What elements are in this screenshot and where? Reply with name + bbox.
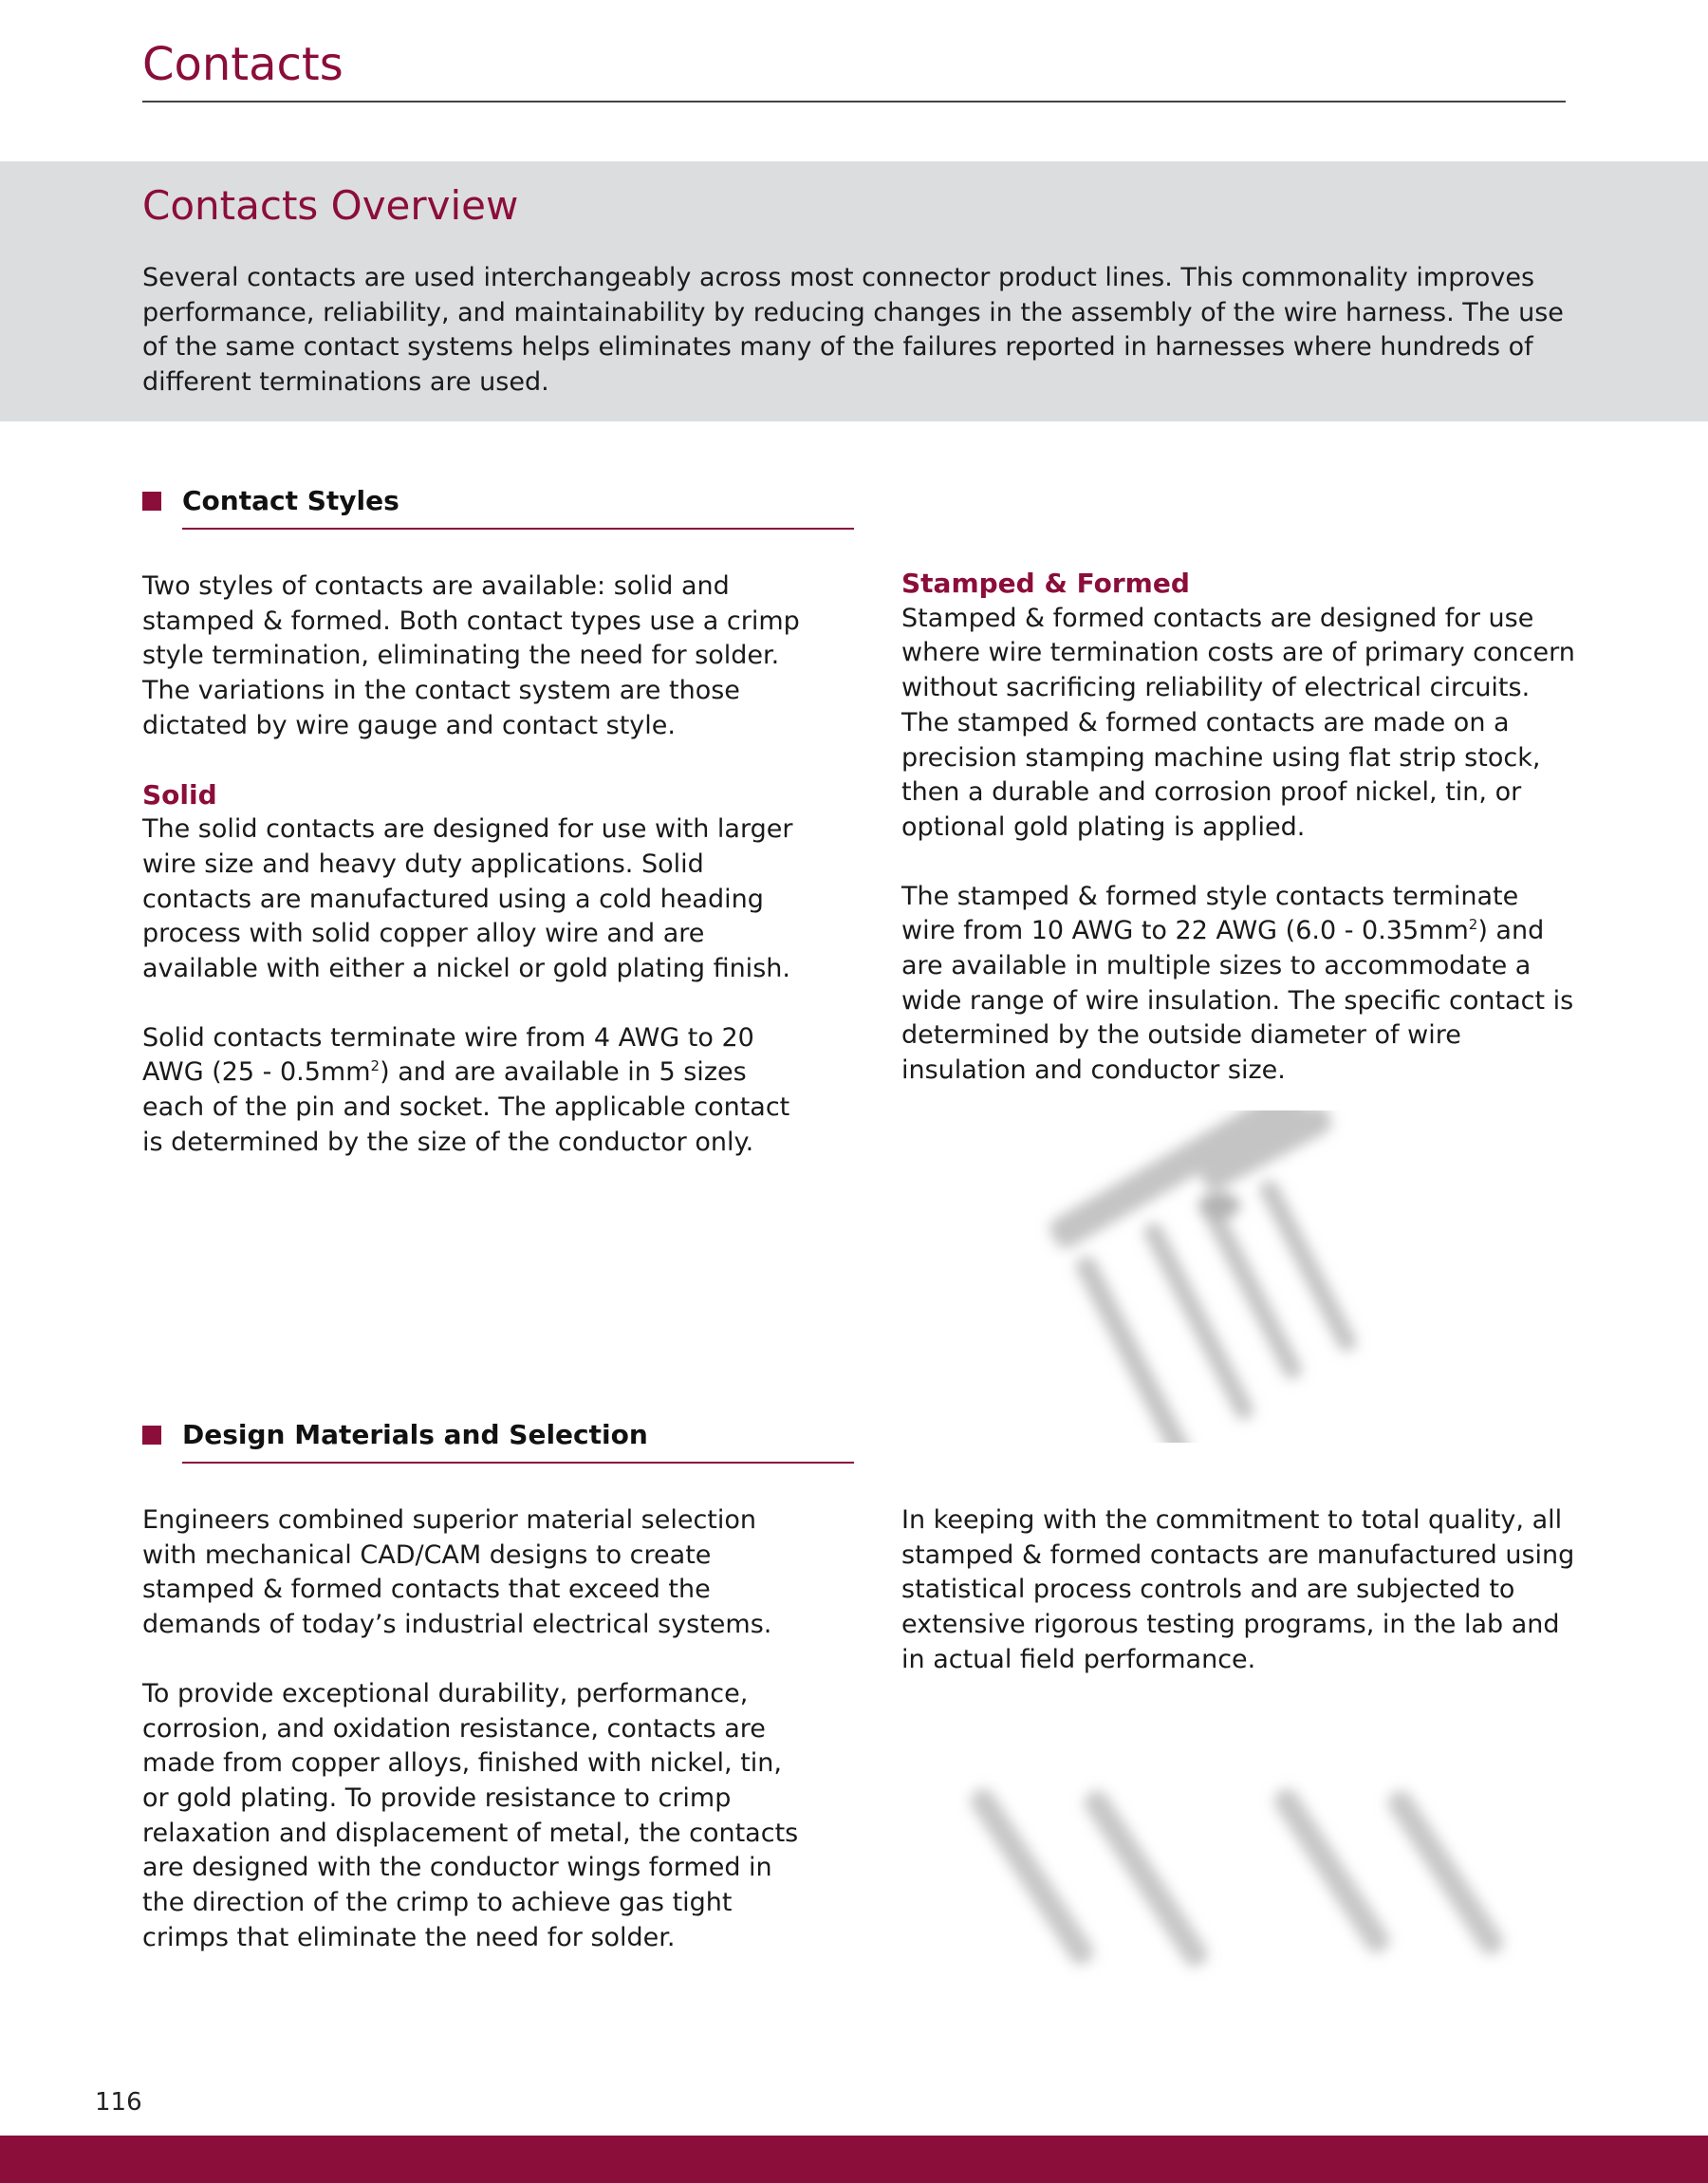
title-rule xyxy=(142,101,1566,103)
solid-p2-text-b: ) and are available in 5 sizes each of the pin and socket. The applicable contact is determined by the size of the conductor only. xyxy=(142,1057,790,1157)
stamped-contact-strip-image xyxy=(1025,1110,1442,1443)
contact-styles-intro: Two styles of contacts are available: solid and stamped & formed. Both contact types use a crimp style termination, eliminating the need for solder. The variations in the contact system are those dictated by wire gauge and contact style. xyxy=(142,571,800,740)
page-title: Contacts xyxy=(142,38,343,91)
solid-p2-sup: 2 xyxy=(370,1057,381,1075)
stamped-heading: Stamped & Formed xyxy=(901,568,1190,599)
page-number: 116 xyxy=(95,2088,142,2117)
design-paragraph-3: In keeping with the commitment to total quality, all stamped & formed contacts are manufactured using statistical process controls and are subjected to extensive rigorous testing programs, in the lab and in actual field performance. xyxy=(901,1505,1575,1674)
solid-p2-text-a: Solid contacts terminate wire from 4 AWG to 20 AWG (25 - 0.5mm xyxy=(142,1022,754,1088)
overview-heading: Contacts Overview xyxy=(142,182,519,229)
contact-styles-left-column xyxy=(142,569,816,1161)
solid-paragraph-2 xyxy=(142,1021,816,1161)
solid-paragraph-1: The solid contacts are designed for use with larger wire size and heavy duty applications. Solid contacts are manufactured using a cold heading process with solid copper alloy wire and are available with either a nickel or gold plating finish. xyxy=(142,814,793,984)
design-title: Design Materials and Selection xyxy=(182,1419,648,1450)
contact-styles-heading xyxy=(142,484,399,518)
stamped-p2-sup: 2 xyxy=(1468,916,1478,934)
contact-styles-rule xyxy=(182,528,854,530)
overview-text: Several contacts are used interchangeably across most connector product lines. This commonality improves performance, reliability, and maintainability by reducing changes in the assembly of the wire harness. The use of the same contact systems helps eliminates many of the failures reported in harnesses where hundreds of different terminations are used. xyxy=(142,263,1564,398)
design-left-column xyxy=(142,1503,816,1955)
design-rule xyxy=(182,1462,854,1464)
stamped-paragraph-2 xyxy=(901,880,1575,1089)
contact-styles-title: Contact Styles xyxy=(182,485,399,516)
design-heading xyxy=(142,1418,648,1452)
solid-contacts-image xyxy=(958,1765,1547,2003)
footer-bar xyxy=(0,2136,1708,2183)
stamped-p2-text-b: ) and are available in multiple sizes to accommodate a wide range of wire insulation. The specific contact is determined by the outside diameter of wire insulation and conductor size. xyxy=(901,916,1574,1086)
section-marker-icon xyxy=(142,492,161,511)
section-marker-icon xyxy=(142,1426,161,1445)
stamped-right-column xyxy=(901,567,1575,1089)
design-right-column xyxy=(901,1503,1575,1678)
design-paragraph-1: Engineers combined superior material selection with mechanical CAD/CAM designs to create stamped & formed contacts that exceed the demands of today’s industrial electrical systems. xyxy=(142,1505,772,1640)
stamped-p2-text-a: The stamped & formed style contacts terminate wire from 10 AWG to 22 AWG (6.0 - 0.35mm xyxy=(901,881,1519,946)
solid-heading: Solid xyxy=(142,778,217,811)
design-paragraph-2: To provide exceptional durability, performance, corrosion, and oxidation resistance, contacts are made from copper alloys, finished with nickel, tin, or gold plating. To provide resistance to crimp relaxation and displacement of metal, the contacts are designed with the conductor wings formed in the direction of the crimp to achieve gas tight crimps that eliminate the need for solder. xyxy=(142,1678,799,1952)
stamped-paragraph-1: Stamped & formed contacts are designed for use where wire termination costs are of primary concern without sacrificing reliability of electrical circuits. The stamped & formed contacts are made on a precision stamping machine using flat strip stock, then a durable and corrosion proof nickel, tin, or optional gold plating is applied. xyxy=(901,603,1575,842)
